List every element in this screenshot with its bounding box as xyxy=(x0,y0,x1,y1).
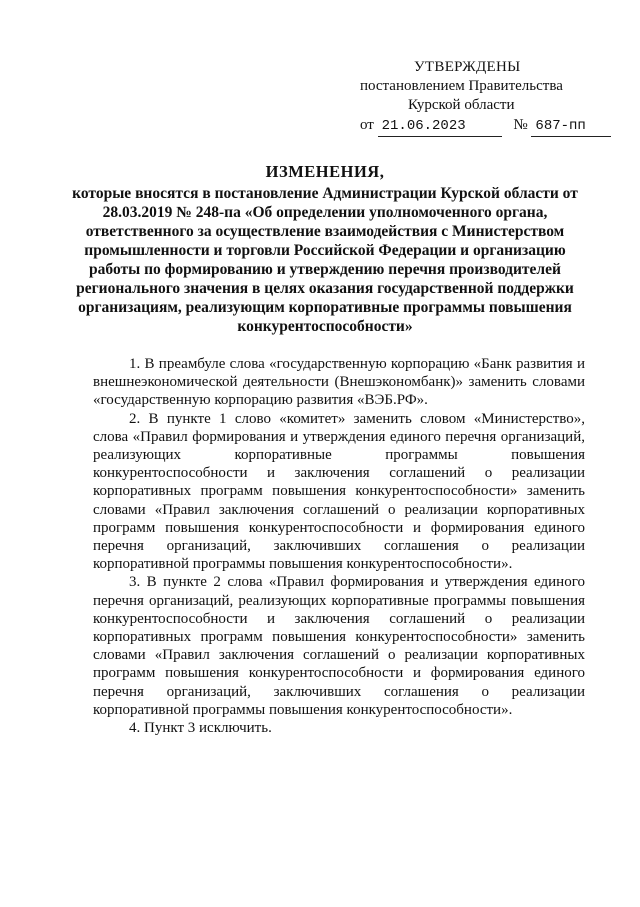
paragraph-4: 4. Пункт 3 исключить. xyxy=(129,720,272,737)
paragraph-1: 1. В преамбуле слова «государственную корпорацию «Банк развития и внешнеэкономической деятельности (Внешэкономбанк)» заменить словами «государственную корпорацию развития «ВЭБ.РФ». xyxy=(93,356,585,409)
approval-date-line xyxy=(360,116,610,137)
approval-number: 687-пп xyxy=(531,117,611,137)
approval-line-1: постановлением Правительства xyxy=(360,78,563,94)
paragraph-3: 3. В пункте 2 слова «Правил формирования и утверждения единого перечня организаций, реализующих корпоративные программы повышения конкурентоспособности и заключения соглашений о реализации корпоративных программ повышения конкурентоспособности» заменить словами «Правил заключения соглашений о реализации корпоративных программ повышения конкурентоспособности и формирования единого перечня организаций, заключивших соглашения о реализации корпоративной программы повышения конкурентоспособности». xyxy=(93,574,585,718)
approval-line-2: Курской области xyxy=(408,97,515,113)
approval-date: 21.06.2023 xyxy=(378,117,502,137)
date-prefix: от xyxy=(360,117,374,133)
heading-subtitle: которые вносятся в постановление Администрации Курской области от 28.03.2019 № 248-па «Об определении уполномоченного органа, ответственного за осуществление взаимодействия с Министерством промышленности и торговли Российской Федерации и организацию работы по формированию и утверждению перечня производителей регионального значения в целях оказания государственной поддержки организациям, реализующим корпоративные программы повышения конкурентоспособности» xyxy=(72,185,578,335)
document-body xyxy=(93,355,585,737)
paragraph-2: 2. В пункте 1 слово «комитет» заменить словом «Министерство», слова «Правил формирования и утверждения единого перечня организаций, реализующих корпоративные программы повышения конкурентоспособности и заключения соглашений о реализации корпоративных программ повышения конкурентоспособности» заменить словами «Правил заключения соглашений о реализации корпоративных программ повышения конкурентоспособности и формирования единого перечня организаций, заключивших соглашения о реализации корпоративной программы повышения конкурентоспособности». xyxy=(93,410,585,573)
approval-block xyxy=(360,58,610,137)
heading-title: ИЗМЕНЕНИЯ, xyxy=(265,162,385,181)
document-heading xyxy=(60,162,590,336)
approval-title: УТВЕРЖДЕНЫ xyxy=(414,59,521,75)
number-prefix: № xyxy=(513,117,528,133)
